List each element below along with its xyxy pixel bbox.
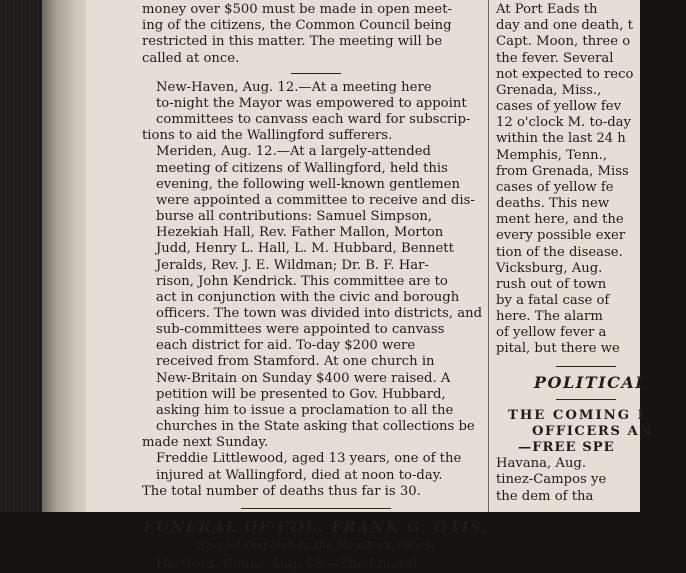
text-line: money over $500 must be made in open meet- [142,2,452,18]
text-line: evening, the following well-known gentlemen [156,176,460,192]
text-line: ment here, and the [496,212,624,228]
text-line: received from Stamford. At one church in [156,354,435,370]
text-line: every possible exer [496,228,626,244]
text-line: committees to canvass each ward for subscrip- [156,112,471,128]
column-rule [488,0,489,512]
right-column [496,0,686,505]
text-line: petition will be presented to Gov. Hubbard, [156,386,446,402]
text-line: injured at Wallingford, died at noon to-day. [156,467,443,483]
text-line: Meriden, Aug. 12.—At a largely-attended [156,144,431,160]
text-line: each district for aid. To-day $200 were [156,338,416,354]
text-line: tinez-Campos ye [496,472,607,488]
text-line: cases of yellow fev [496,99,622,115]
section-rule [556,399,616,400]
paragraph-littlewood [142,451,490,499]
text-line: within the last 24 h [496,131,626,147]
text-line: burse all contributions: Samuel Simpson, [156,209,433,225]
text-line: New-Britain on Sunday $400 were raised. A [156,370,451,386]
article-rule [241,508,391,509]
subheadline: —FREE SPE [518,440,615,456]
paragraph-meriden [142,144,490,451]
text-line: the fever. Several [496,50,614,66]
text-line: rush out of town [496,276,607,292]
section-headline: POLITICAL [534,372,648,392]
text-line: officers. The town was divided into districts, and [156,305,483,321]
main-column [142,0,490,573]
text-line: called at once. [142,50,240,66]
subheadline: OFFICERS AN [532,423,653,439]
text-line: cases of yellow fe [496,179,614,195]
text-line: were appointed a committee to receive and dis- [156,192,475,208]
text-line: Freddie Littlewood, aged 13 years, one of the [156,451,462,467]
text-line: The total number of deaths thus far is 30. [142,483,421,499]
paragraph-new-haven [142,80,490,145]
section-rule [556,366,616,367]
text-line: asking him to issue a proclamation to all the [156,402,454,418]
text-line: act in conjunction with the civic and borough [156,289,460,305]
text-line: Capt. Moon, three o [496,34,631,50]
text-line: by a fatal case of [496,292,610,308]
text-line: tion of the disease. [496,244,623,260]
text-line: from Grenada, Miss [496,163,629,179]
subheadline: THE COMING E [508,407,650,423]
page-gutter [42,0,90,512]
text-line: ing of the citizens, the Common Council being [142,18,452,34]
text-line: 12 o'clock M. to-day [496,115,631,131]
article-headline: FUNERAL OF COL. FRANK G. OTIS. [143,517,489,536]
text-line: meeting of citizens of Wallingford, held this [156,160,448,176]
paragraph-ordinances [142,0,490,67]
text-line: Grenada, Miss., [496,82,602,98]
text-line: Hezekiah Hall, Rev. Father Mallon, Morton [156,225,444,241]
text-line: to-night the Mayor was empowered to appoint [156,95,467,111]
text-line: At Port Eads th [496,2,598,18]
text-line: of yellow fever a [496,325,607,341]
text-line: Vicksburg, Aug. [496,260,603,276]
text-line: Jeralds, Rev. J. E. Wildman; Dr. B. F. Har- [156,257,429,273]
text-line: deaths. This new [496,196,610,212]
text-line: here. The alarm [496,309,603,325]
text-line: rison, John Kendrick. This committee are to [156,273,448,289]
text-line: made next Sunday. [142,435,269,451]
section-rule [291,73,341,74]
text-line: the dem of tha [496,488,594,504]
text-line: restricted in this matter. The meeting will be [142,34,443,50]
text-line: pital, but there we [496,341,620,357]
text-line: Hartford, Conn., Aug. 12.—The funeral [156,557,417,573]
text-line: not expected to reco [496,66,634,82]
text-line: Memphis, Tenn., [496,147,608,163]
text-line: sub-committees were appointed to canvass [156,322,445,338]
newspaper-page [86,0,653,573]
paragraph-hartford [142,557,490,573]
dispatch-credit: Special Dispatch to the New-York Times. [197,538,435,552]
text-line: tions to aid the Wallingford sufferers. [142,128,393,144]
text-line: churches in the State asking that collections be [156,419,475,435]
text-line: Judd, Henry L. Hall, L. M. Hubbard, Bennett [156,241,454,257]
text-line: New-Haven, Aug. 12.—At a meeting here [156,79,432,95]
text-line: Havana, Aug. [496,456,587,472]
text-line: day and one death, t [496,18,633,34]
